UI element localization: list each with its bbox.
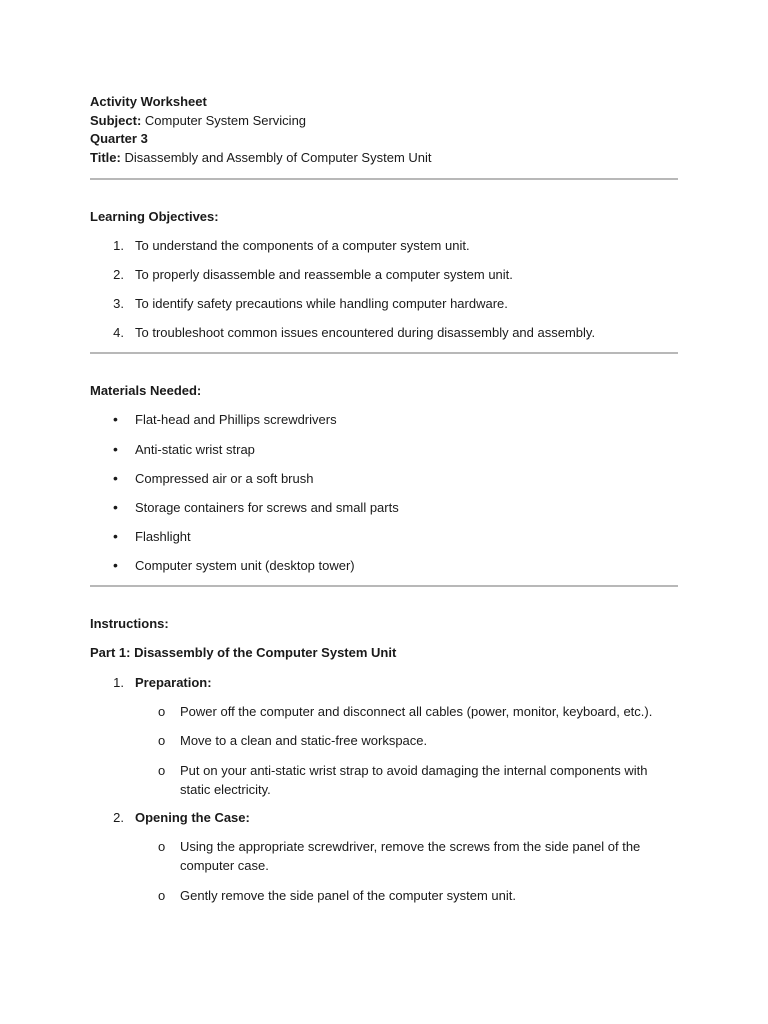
divider bbox=[90, 178, 678, 180]
divider bbox=[90, 352, 678, 354]
step-number: 2. bbox=[113, 810, 124, 825]
sub-item-text: Move to a clean and static-free workspace. bbox=[180, 733, 428, 748]
sub-item-text: Gently remove the side panel of the computer system unit. bbox=[180, 888, 517, 903]
sub-bullet-icon: o bbox=[158, 704, 166, 719]
bullet-icon: • bbox=[113, 557, 118, 573]
list-text: To properly disassemble and reassemble a computer system unit. bbox=[135, 267, 513, 282]
title-value: Disassembly and Assembly of Computer System Unit bbox=[124, 150, 432, 165]
list-text: Computer system unit (desktop tower) bbox=[135, 558, 355, 573]
step-title: Preparation: bbox=[135, 675, 212, 690]
objectives-heading: Learning Objectives: bbox=[90, 209, 219, 224]
bullet-icon: • bbox=[113, 528, 118, 544]
subject-value: Computer System Servicing bbox=[144, 113, 307, 128]
sub-item-text: Using the appropriate screwdriver, remove the screws from the side panel of the computer case. bbox=[180, 839, 641, 873]
worksheet-title: Activity Worksheet bbox=[90, 94, 207, 109]
list-number: 1. bbox=[113, 238, 124, 253]
step-number: 1. bbox=[113, 675, 124, 690]
sub-item-text: Power off the computer and disconnect all cables (power, monitor, keyboard, etc.). bbox=[180, 704, 653, 719]
sub-bullet-icon: o bbox=[158, 733, 166, 748]
materials-heading: Materials Needed: bbox=[90, 383, 202, 398]
sub-item-text: Put on your anti-static wrist strap to avoid damaging the internal components with static electricity. bbox=[180, 763, 648, 797]
subject-line bbox=[90, 111, 306, 130]
sub-bullet-icon: o bbox=[158, 839, 166, 854]
quarter-label: Quarter 3 bbox=[90, 131, 148, 146]
part1-title: Part 1: Disassembly of the Computer System Unit bbox=[90, 645, 397, 660]
sub-bullet-icon: o bbox=[158, 763, 166, 778]
list-text: To understand the components of a computer system unit. bbox=[135, 238, 470, 253]
bullet-icon: • bbox=[113, 470, 118, 486]
list-text: Flashlight bbox=[135, 529, 191, 544]
step-title: Opening the Case: bbox=[135, 810, 250, 825]
bullet-icon: • bbox=[113, 499, 118, 515]
divider bbox=[90, 585, 678, 587]
bullet-icon: • bbox=[113, 441, 118, 457]
list-text: To identify safety precautions while handling computer hardware. bbox=[135, 296, 508, 311]
bullet-icon: • bbox=[113, 411, 118, 427]
list-text: Flat-head and Phillips screwdrivers bbox=[135, 412, 337, 427]
sub-bullet-icon: o bbox=[158, 888, 166, 903]
title-line bbox=[90, 148, 432, 167]
list-number: 4. bbox=[113, 325, 124, 340]
list-text: To troubleshoot common issues encountered during disassembly and assembly. bbox=[135, 325, 596, 340]
list-number: 2. bbox=[113, 267, 124, 282]
instructions-heading: Instructions: bbox=[90, 616, 169, 631]
title-label: Title: bbox=[90, 150, 121, 165]
subject-label: Subject: bbox=[90, 113, 142, 128]
list-text: Compressed air or a soft brush bbox=[135, 471, 314, 486]
list-text: Anti-static wrist strap bbox=[135, 442, 255, 457]
list-number: 3. bbox=[113, 296, 124, 311]
list-text: Storage containers for screws and small parts bbox=[135, 500, 399, 515]
